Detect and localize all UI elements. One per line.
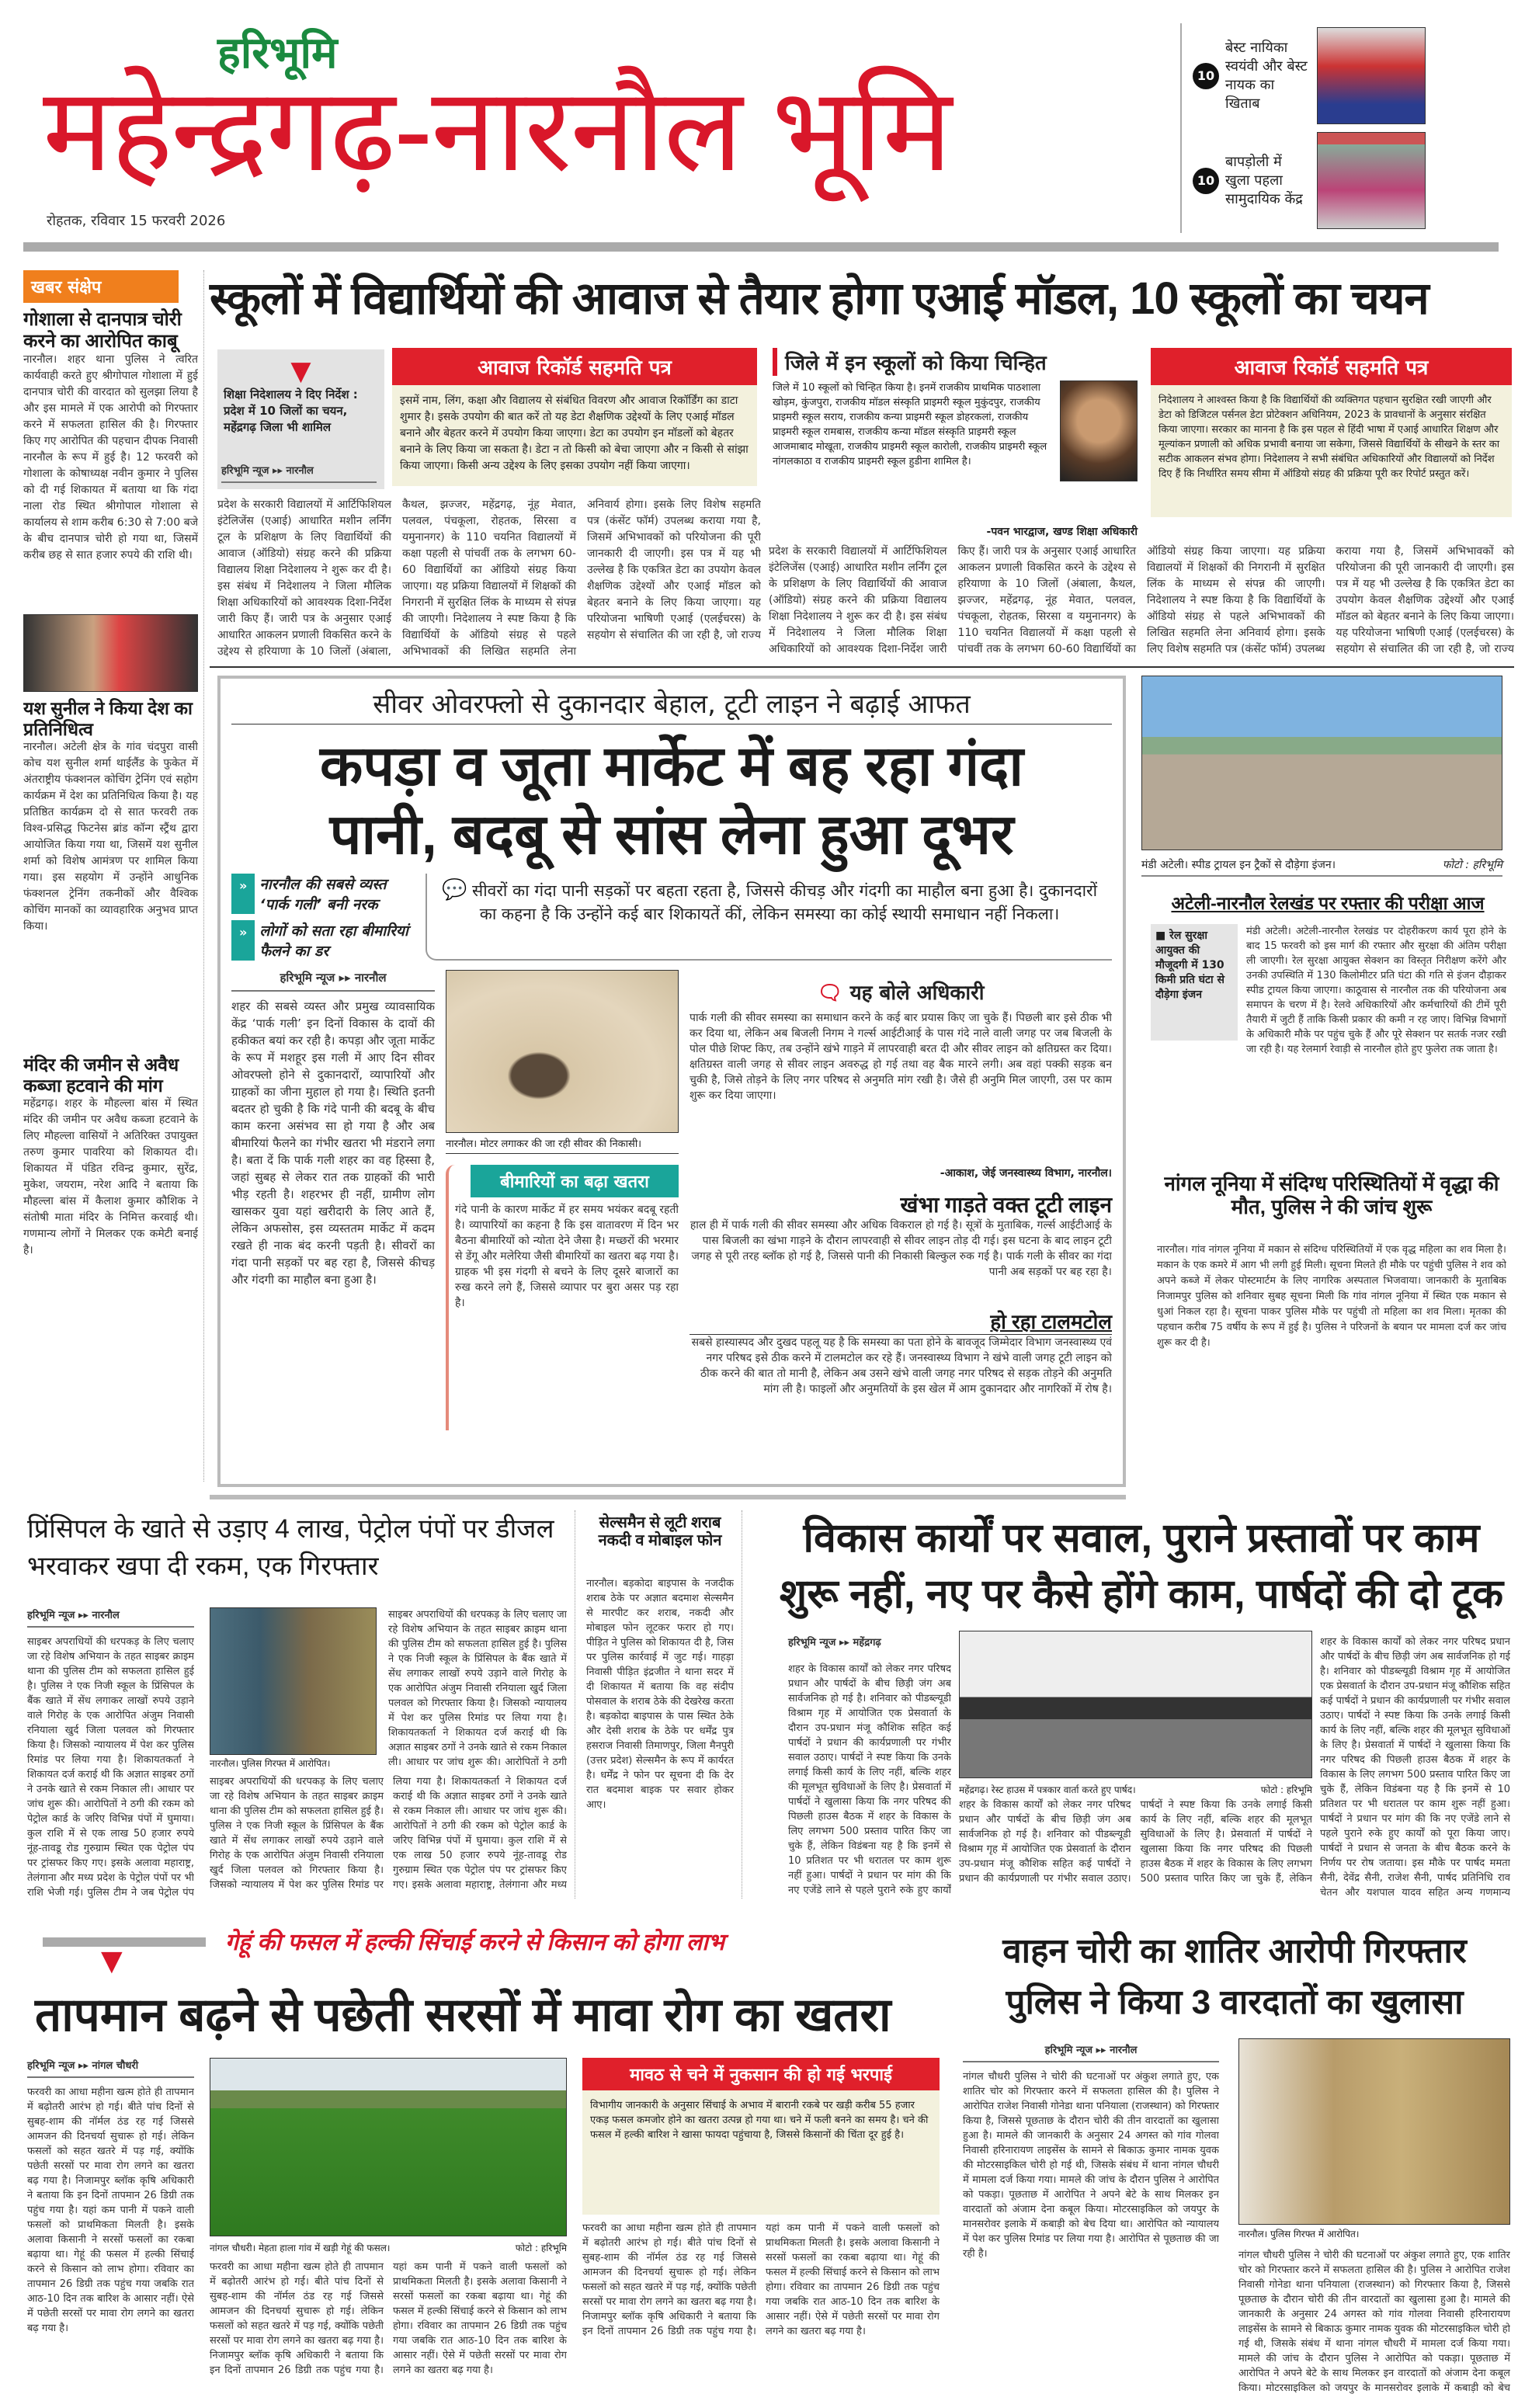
vahan-body: नांगल चौधरी पुलिस ने चोरी की घटनाओं पर अंकुश लगाते हुए, एक शातिर चोर को गिरफ्तार करने में सफलता हासिल की है। पुलिस ने आरोपित राजेश निवासी गोनेडा थाना पनियाला (राजस्थान) को गिरफ्तार किया है, जिससे पूछताछ के दौरान चोरी की तीन वारदातों का खुलासा हुआ है। मामले की जानकारी के अनुसार 24 अगस्त को गांव गोलवा निवासी हरिनारायण लाइसेंस के सामने से बिकाऊ कुमार नामक युवक की मोटरसाइकिल चोरी हो गई थी, जिसके संबंध में थाना नांगल चौधरी में मामला दर्ज किया गया। मामले की जांच के दौरान पुलिस ने आरोपित को पकड़ा। पूछताछ में आरोपित ने अपने बेटे के साथ मिलकर इन वारदातों को अंजाम देना कबूल किया। मोटरसाइकिल को जयपुर के मानसरोवर इलाके में कबाड़ी को बेच दिया था। आरोपित को न्यायालय में पेश कर पुलिस रिमांड पर लिया गया है। आरोपित से पूछताछ की जा रही है। xyxy=(963,2071,1219,2260)
page-badge: 10 xyxy=(1193,168,1219,194)
athletes-photo xyxy=(23,614,198,692)
tapman-body-right: फरवरी का आधा महीना खत्म होते ही तापमान में बढ़ोतरी आरंभ हो गई। बीते पांच दिनों से सुबह-शाम की नॉर्मल ठंड रह गई जिससे आमजन की दिनचर्या सुचारू हो गई। लेकिन फसलों को सहत खतरे में पड़ गई, क्योंकि पछेती सरसों पर मावा रोग लगने का खतरा बढ़ गया है। निजामपुर ब्लॉक कृषि अधिकारी ने बताया कि इन दिनों तापमान 26 डिग्री तक पहुंच गया है। यहां कम पानी में पकने वाली फसलों को प्राथमिकता मिलती है। इसके अलावा किसानी ने सरसों फसलों का रकबा बढ़ाया था। गेहूं की फसल में हल्की सिंचाई करने से किसान को लाभ होगा। रविवार का तापमान 26 डिग्री तक पहुंच गया जबकि रात आठ-10 दिन तक बारिश के आसार नहीं। ऐसे में पछेती सरसों पर मावा रोग लगने का खतरा बढ़ गया है। xyxy=(582,2222,940,2337)
sewer-kicker: सीवर ओवरफ्लो से दुकानदार बेहाल, टूटी लाइन ने बढ़ाई आफत xyxy=(231,685,1112,724)
accused-with-police-photo xyxy=(1238,2038,1510,2225)
rail-body: मंडी अटेली। अटेली-नारनौल रेलखंड पर दोहरीकरण कार्य पूरा होने के बाद 15 फरवरी को इस मार्ग की रफ्तार और सुरक्षा की अंतिम परीक्षा ली जाएगी। रेल सुरक्षा आयुक्त सेक्शन का विस्तृत निरीक्षण करेंगे और उनकी उपस्थिति में 130 किलोमीटर प्रति घंटा की गति से इंजन दौड़ाकर स्पीड ट्रायल किया जाएगा। काठूवास से नारनौल तक की परियोजना अब समापन के चरण में है। रेलवे अधिकारियों और कर्मचारियों की टीमें पूरी तैयारी में जुटी हैं ताकि किसी प्रकार की कमी न रह जाए। विभिन्न विभागों के अधिकारी मौके पर पहुंच चुके हैं और पूरे सेक्शन पर सतर्क नजर रखी जा रही है। यह रेलमार्ग रेवाड़ी से नारनौल होते हुए फुलेरा तक जाता है। xyxy=(1246,926,1506,1055)
sidebar-label: खबर संक्षेप xyxy=(23,270,179,303)
gram-box-title: मावठ से चने में नुकसान की हो गई भरपाई xyxy=(582,2058,940,2090)
lead-headline: स्कूलों में विद्यार्थियों की आवाज से तैयार होगा एआई मॉडल, 10 स्कूलों का चयन xyxy=(210,273,1429,324)
disease-box xyxy=(446,1165,679,1430)
nunia-body: नारनौल। गांव नांगल नूनिया में मकान से संदिग्ध परिस्थितियों में एक वृद्ध महिला का शव मिला है। मकान के एक कमरे में आग भी लगी हुई मिली। सूचना मिलते ही मौके पर पहुंची पुलिस ने शव को अपने कब्जे में लेकर पोस्टमार्टम के लिए नागरिक अस्पताल भिजवाया। जानकारी के मुताबिक निजामपुर पुलिस को शनिवार सुबह सूचना मिली कि गांव नांगल नूनिया में स्थित एक मकान से धुआं निकल रहा है। सूचना पाकर पुलिस मौके पर पहुंची तो महिला का शव मिला। मृतका की पहचान करीब 75 वर्षीय के रूप में हुई है। पुलिस ने परिजनों के बयान पर मामला दर्ज कर जांच शुरू कर दी है। xyxy=(1157,1244,1506,1349)
delay-text: सबसे हास्यास्पद और दुखद पहलू यह है कि समस्या का पता होने के बावजूद जिम्मेदार विभाग जनस्वास्थ्य एवं नगर परिषद इसे ठीक करने में टालमटोल कर रहे हैं। जनस्वास्थ्य विभाग ने खंभे वाली जगह टूटी लाइन को ठीक करने की बात तो मानी है, लेकिन अब उसने खंभे वाली जगह नगर परिषद से सड़क तोड़ने की अनुमति मांग ली है। फाइलों और अनुमतियों के इस खेल में आम दुकानदार और नागरिकों में रोष है। xyxy=(691,1336,1112,1396)
vahan-body-cont: नांगल चौधरी पुलिस ने चोरी की घटनाओं पर अंकुश लगाते हुए, एक शातिर चोर को गिरफ्तार करने में सफलता हासिल की है। पुलिस ने आरोपित राजेश निवासी गोनेडा थाना पनियाला (राजस्थान) को गिरफ्तार किया है, जिससे पूछताछ के दौरान चोरी की तीन वारदातों का खुलासा हुआ है। मामले की जानकारी के अनुसार 24 अगस्त को गांव गोलवा निवासी हरिनारायण लाइसेंस के सामने से बिकाऊ कुमार नामक युवक की मोटरसाइकिल चोरी हो गई थी, जिसके संबंध में थाना नांगल चौधरी में मामला दर्ज किया गया। मामले की जांच के दौरान पुलिस ने आरोपित को पकड़ा। पूछताछ में आरोपित ने अपने बेटे के साथ मिलकर इन वारदातों को अंजाम देना कबूल किया। मोटरसाइकिल को जयपुर के मानसरोवर इलाके में कबाड़ी को बेच xyxy=(1238,2250,1510,2394)
info-box-consent xyxy=(392,348,757,486)
caption-text: मंडी अटेली। स्पीड ट्रायल इन ट्रैकों से दौड़ेगा इंजन। xyxy=(1141,859,1336,871)
rail-highlight: ■ रेल सुरक्षा आयुक्त की मौजूदगी में 130 किमी प्रति घंटा से दौड़ेगा इंजन xyxy=(1151,924,1238,1041)
brief-headline: यश सुनील ने किया देश का प्रतिनिधित्व xyxy=(23,698,193,739)
salesman-body: नारनौल। बड़कोदा बाइपास के नजदीक शराब ठेके पर अज्ञात बदमाश सेल्समैन से मारपीट कर शराब, नकदी और मोबाइल फोन लूटकर फरार हो गए। पीड़ित ने पुलिस को शिकायत दी है, जिस पर पुलिस कार्रवाई में जुट गई। गाहड़ा निवासी पीड़ित इंद्रजीत ने थाना सदर में दी शिकायत में बताया कि वह संदीप पोसवाल के शराब ठेके की देखरेख करता है। बड़कोदा बाइपास के पास स्थित ठेके और देसी शराब के ठेके पर धर्मेंद्र पुत्र हसराज निवासी तिमाणपुर, जिला मैनपुरी (उत्तर प्रदेश) सेल्समैन के रूप में कार्यरत है। धर्मेंद्र ने फोन पर सूचना दी कि देर रात बदमाश बाइक पर सवार होकर आए। xyxy=(586,1578,734,1811)
quote-attribution: -पवन भारद्वाज, खण्ड शिक्षा अधिकारी xyxy=(986,526,1138,538)
sewer-manhole-photo xyxy=(446,970,679,1133)
info-box-schools xyxy=(773,348,1138,539)
disease-text: गंदे पानी के कारण मार्केट में हर समय भयंकर बदबू रहती है। व्यापारियों का कहना है कि इस वातावरण में दिन भर बैठना बीमारियों को न्योता देने जैसा है। मच्छरों की भरमार से डेंगू और मलेरिया जैसी बीमारियों का खतरा बढ़ गया है। ग्राहक भी इस गंदगी से बचने के लिए दूसरे बाजारों का रुख करने लगे हैं, जिससे व्यापार पर बुरा असर पड़ रहा है। xyxy=(455,1204,679,1309)
wheat-field-photo xyxy=(210,2058,567,2236)
principal-body: साइबर अपराधियों की धरपकड़ के लिए चलाए जा रहे विशेष अभियान के तहत साइबर क्राइम थाना की पुलिस टीम को सफलता हासिल हुई है। पुलिस ने एक निजी स्कूल के प्रिंसिपल के बैंक खाते में सेंध लगाकर लाखों रुपये उड़ाने वाले गिरोह के एक आरोपित अंजुम निवासी रनियाला खुर्द जिला पलवल को गिरफ्तार किया है। जिसको न्यायालय में पेश कर पुलिस रिमांड पर लिया गया है। शिकायतकर्ता ने शिकायत दर्ज कराई थी कि अज्ञात साइबर ठगों ने उनके खाते से रकम निकाल ली। आधार पर जांच शुरू की। आरोपितों ने ठगी की रकम को पेट्रोल कार्ड के जरिए विभिन्न पंपों में घुमाया। कुल राशि में से एक लाख 50 हजार रुपये नूंह-तावडू रोड गुरुग्राम स्थित एक पेट्रोल पंप पर ट्रांसफर किए गए। इसके अलावा महाराष्ट्र, तेलंगाना और मध्य प्रदेश के पेट्रोल पंपों पर भी राशि भेजी गई। पुलिस टीम ने जब पेट्रोल पंप xyxy=(27,1636,194,1899)
tapman-kicker: गेहूं की फसल में हल्की सिंचाई करने से किसान को होगा लाभ xyxy=(225,1930,724,1955)
teaser[interactable] xyxy=(1182,23,1514,128)
principal-body-col: साइबर अपराधियों की धरपकड़ के लिए चलाए जा रहे विशेष अभियान के तहत साइबर क्राइम थाना की पुलिस टीम को सफलता हासिल हुई है। पुलिस ने एक निजी स्कूल के प्रिंसिपल के बैंक खाते में सेंध लगाकर लाखों रुपये उड़ाने वाले गिरोह के एक आरोपित अंजुम निवासी रनियाला खुर्द जिला पलवल को गिरफ्तार किया है। जिसको न्यायालय में पेश कर पुलिस रिमांड पर लिया गया है। शिकायतकर्ता ने शिकायत दर्ज कराई थी कि अज्ञात साइबर ठगों ने उनके खाते से रकम निकाल ली। आधार पर जांच शुरू की। आरोपितों ने ठगी xyxy=(388,1609,567,1768)
brand-logo: हरिभूमि xyxy=(217,28,338,77)
info-box-text: इसमें नाम, लिंग, कक्षा और विद्यालय से संबंधित विवरण और आवाज रिकॉर्डिंग का डाटा शुमार है। इसके उपयोग की बात करें तो यह डेटा शैक्षणिक उद्देश्यों के लिए एआई मॉडल बनाने और बेहतर करने में उपयोग किया जाएगा। डेटा का उपयोग इन मॉडलों को बेहतर बनाने के लिए किया जा सकता है। डेटा न तो किसी को बेचा जाएगा और न किसी से सांझा किया जाएगा। किसी अन्य उद्देश्य के लिए इसका उपयोग नहीं किया जाएगा। xyxy=(392,385,757,486)
masthead-divider xyxy=(23,242,1499,252)
chevron-icon: » xyxy=(231,874,255,914)
pullquote xyxy=(426,874,1112,961)
bullet-point xyxy=(231,920,410,961)
lead-body: प्रदेश के सरकारी विद्यालयों में आर्टिफिशियल इंटेलिजेंस (एआई) आधारित मशीन लर्निंग टूल के प्रशिक्षण के लिए विद्यार्थियों की आवाज (ऑडियो) संग्रह करने की प्रक्रिया विद्यालय शिक्षा निदेशालय ने शुरू कर दी है। इस संबंध में निदेशालय ने जिला मौलिक शिक्षा अधिकारियों को आवश्यक दिशा-निर्देश जारी किए हैं। जारी पत्र के अनुसार एआई आधारित आकलन प्रणाली विकसित करने के उद्देश्य से हरियाणा के 10 जिलों (अंबाला, कैथल, झज्जर, महेंद्रगढ़, नूंह मेवात, पलवल, पंचकूला, रोहतक, सिरसा व यमुनानगर) के 110 चयनित विद्यालयों में कक्षा पहली से पांचवीं तक के लगभग 60-60 विद्यार्थियों का ऑडियो संग्रह किया जाएगा। यह प्रक्रिया विद्यालयों में शिक्षकों की निगरानी में सुरक्षित लिंक के माध्यम से संपन्न की जाएगी। निदेशालय ने स्पष्ट किया है कि विद्यार्थियों के ऑडियो संग्रह से पहले अभिभावकों की लिखित सहमति लेना अनिवार्य होगा। इसके लिए विशेष सहमति पत्र (कंसेंट फॉर्म) उपलब्ध कराया गया है, जिसमें अभिभावकों को परियोजना की पूरी जानकारी दी जाएगी। इस पत्र में यह भी उल्लेख है कि एकत्रित डेटा का उपयोग केवल शैक्षणिक उद्देश्यों और एआई मॉडल को बेहतर बनाने के लिए किया जाएगा। यह परियोजना भाषिणी एआई (एलईचरस) के सहयोग से संचालित की जा रही है, जो राज्य xyxy=(217,499,761,658)
vikas-body-right: शहर के विकास कार्यों को लेकर नगर परिषद प्रधान और पार्षदों के बीच छिड़ी जंग अब सार्वजनिक हो गई है। शनिवार को पीडब्ल्यूडी विश्राम गृह में आयोजित एक प्रेसवार्ता के दौरान उप-प्रधान मंजू कौशिक सहित कई पार्षदों ने प्रधान की कार्यप्रणाली पर गंभीर सवाल उठाए। पार्षदों ने स्पष्ट किया कि उनके लगाई किसी कार्य के लिए नहीं, बल्कि शहर की मूलभूत सुविधाओं के लिए है। प्रेसवार्ता में पार्षदों ने खुलासा किया कि नगर परिषद की पिछली हाउस बैठक में शहर के विकास के लिए लगभग 500 प्रस्ताव पारित किए जा चुके हैं, लेकिन विडंबना यह है कि इनमें से 10 प्रतिशत पर भी धरातल पर काम शुरू नहीं हुआ। पार्षदों ने प्रधान पर मांग की कि नए एजेंडे लाने से पहले पुराने रुके हुए कार्यों को पूरा किया जाए। पार्षदों ने प्रधान से जनता के बीच बैठक करने के निर्णय पर रोष जताया। इस मौके पर पार्षद ममता सैनी, देवेंद्र सैनी, राजेश सैनी, पार्षद प्रतिनिधि राव चेतन और यशपाल यादव सहित अन्य गणमान्य xyxy=(1320,1636,1510,1899)
delay-title: हो रहा टालमटोल xyxy=(690,1311,1112,1335)
vikas-headline: विकास कार्यों पर सवाल, पुराने प्रस्तावों पर काम शुरू नहीं, नए पर कैसे होंगे काम, पार्षदों की दो टूक xyxy=(779,1516,1504,1617)
tapman-body: फरवरी का आधा महीना खत्म होते ही तापमान में बढ़ोतरी आरंभ हो गई। बीते पांच दिनों से सुबह-शाम की नॉर्मल ठंड रह गई जिससे आमजन की दिनचर्या सुचारू हो गई। लेकिन फसलों को सहत खतरे में पड़ गई, क्योंकि पछेती सरसों पर मावा रोग लगने का खतरा बढ़ गया है। निजामपुर ब्लॉक कृषि अधिकारी ने बताया कि इन दिनों तापमान 26 डिग्री तक पहुंच गया है। यहां कम पानी में पकने वाली फसलों को प्राथमिकता मिलती है। इसके अलावा किसानी ने सरसों फसलों का रकबा बढ़ाया था। गेहूं की फसल में हल्की सिंचाई करने से किसान को लाभ होगा। रविवार का तापमान 26 डिग्री तक पहुंच गया जबकि रात आठ-10 दिन तक बारिश के आसार नहीं। ऐसे में पछेती सरसों पर मावा रोग लगने का खतरा बढ़ गया है। xyxy=(27,2087,194,2334)
vahan-headline: वाहन चोरी का शातिर आरोपी गिरफ्तार पुलिस ने किया 3 वारदातों का खुलासा xyxy=(1002,1932,1467,2021)
photo-credit: फोटो : हरिभूमि xyxy=(1442,859,1502,871)
byline: हरिभूमि न्यूज ▸▸ नारनौल xyxy=(221,463,377,483)
gram-box xyxy=(582,2058,940,2215)
sewer-body: शहर की सबसे व्यस्त और प्रमुख व्यावसायिक केंद्र ‘पार्क गली’ इन दिनों विकास के दावों की हकीकत बयां कर रही है। कपड़ा और जूता मार्केट के रूप में मशहूर इस गली में आए दिन सीवर ओवरफ्लो होने से दुकानदारों, व्यापारियों और ग्राहकों का जीना मुहाल हो गया है। स्थिति इतनी बदतर हो चुकी है कि गंदे पानी की बदबू के बीच काम करना असंभव सा हो गया है और अब बीमारियां फैलने का गंभीर खतरा भी मंडराने लगा है। बता दें कि पार्क गली शहर का वह हिस्सा है, जहां सुबह से लेकर रात तक ग्राहकों की भारी भीड़ रहती है। शहरभर ही नहीं, ग्रामीण लोग खासकर युवा यहां खरीदारी के लिए आते हैं, लेकिन अफसोस, इस व्यस्ततम मार्केट में कदम रखते ही नाक बंद करनी पड़ती है। सीवरों का गंदा पानी सड़कों पर बह रहा है, जिससे कीचड़ और गंदगी का माहौल बना हुआ है। xyxy=(231,999,435,1287)
officials-title: 🗨 यह बोले अधिकारी xyxy=(817,982,985,1005)
brief-body: महेंद्रगढ़। शहर के मौहल्ला बांस में स्थित मंदिर की जमीन पर अवैध कब्जा हटवाने के लिए मौहल्ला वासियों ने अतिरिक्त उपायुक्त तरुण कुमार पावरिया को शिकायत दी। शिकायत में पंडित रविन्द्र कुमार, सुरेंद्र, मुकेश, जयराम, नरेश आदि ने बताया कि मौहल्ला बांस में कैलाश कुमार कौशिक ने संतोषी माता मंदिर के निमित्त करवाई थी। गणमान्य लोगों ने मिलकर एक कमेटी बनाई है। xyxy=(23,1096,198,1256)
teaser-photo-school xyxy=(1317,132,1426,229)
pole-text: हाल ही में पार्क गली की सीवर समस्या और अधिक विकराल हो गई है। सूत्रों के मुताबिक, गर्ल्स आईटीआई के पास बिजली का खंभा गाड़ने के दौरान लापरवाही से सीवर लाइन तोड़ दी गई। इस घटना के बाद लाइन टूटी जगह से पूरी तरह ब्लॉक हो गई है, जिससे पानी की निकासी बिल्कुल रुक गई है। पार्क गली के सीवर का गंदा पानी अब सड़कों पर बह रहा है। xyxy=(690,1219,1112,1279)
teasers xyxy=(1180,23,1514,233)
point-text: नारनौल की सबसे व्यस्त ‘पार्क गली’ बनी नरक xyxy=(259,876,387,913)
gram-box-text: विभागीय जानकारी के अनुसार सिंचाई के अभाव में बारानी रकबे पर खड़ी करीब 55 हजार एकड़ फसल कमजोर होने का खतरा उत्पन्न हो गया था। चने में फली बनने का समय है। चने की फसल में हल्की बारिश ने खासा फायदा पहुंचाया है, जिससे किसानों की चिंता दूर हुई है। xyxy=(582,2090,940,2215)
photo-caption: नारनौल। पुलिस गिरफ्त में आरोपित। xyxy=(210,1758,331,1769)
info-box-title: आवाज रिकॉर्ड सहमति पत्र xyxy=(1151,348,1512,385)
caption-text: नांगल चौधरी। मेहता हाला गांव में खड़ी गेहूं की फसल। xyxy=(210,2243,391,2253)
lead-highlight: शिक्षा निदेशालय ने दिए निर्देश : प्रदेश में 10 जिलों का चयन, महेंद्रगढ़ जिला भी शामिल xyxy=(224,387,358,434)
brief-body: नारनौल। शहर थाना पुलिस ने त्वरित कार्यवाही करते हुए श्रीगोपाल गोशाला में हुई दानपात्र चोरी की वारदात को सुलझा लिया है और इस मामले में एक आरोपी को गिरफ्तार करने में सफलता हासिल की है। गिरफ्तार किए गए आरोपित की पहचान दीपक निवासी नारनौल के रूप में हुई है। 12 फरवरी को गोशाला के कोषाध्यक्ष नवीन कुमार ने पुलिस को दी गई शिकायत में बताया था कि गंदा नाला रोड स्थित श्रीगोपाल गोशाला से कार्यालय से शाम करीब 6:30 से 7:00 बजे के बीच दानपात्र चोरी हो गया था, जिसमें करीब छह से सात हजार रुपये की राशि थी। xyxy=(23,353,198,562)
row-divider xyxy=(210,1495,1126,1499)
vikas-body: शहर के विकास कार्यों को लेकर नगर परिषद प्रधान और पार्षदों के बीच छिड़ी जंग अब सार्वजनिक हो गई है। शनिवार को पीडब्ल्यूडी विश्राम गृह में आयोजित एक प्रेसवार्ता के दौरान उप-प्रधान मंजू कौशिक सहित कई पार्षदों ने प्रधान की कार्यप्रणाली पर गंभीर सवाल उठाए। पार्षदों ने स्पष्ट किया कि उनके लगाई किसी कार्य के लिए नहीं, बल्कि शहर की मूलभूत सुविधाओं के लिए है। प्रेसवार्ता में पार्षदों ने खुलासा किया कि नगर परिषद की पिछली हाउस बैठक में शहर के विकास के लिए लगभग 500 प्रस्ताव पारित किए जा चुके हैं, लेकिन विडंबना यह है कि इनमें से 10 प्रतिशत पर भी धरातल पर काम शुरू नहीं हुआ। पार्षदों ने प्रधान पर मांग की कि नए एजेंडे लाने से पहले पुराने रुके हुए कार्यों xyxy=(788,1663,951,1896)
tapman-body-cont: फरवरी का आधा महीना खत्म होते ही तापमान में बढ़ोतरी आरंभ हो गई। बीते पांच दिनों से सुबह-शाम की नॉर्मल ठंड रह गई जिससे आमजन की दिनचर्या सुचारू हो गई। लेकिन फसलों को सहत खतरे में पड़ गई, क्योंकि पछेती सरसों पर मावा रोग लगने का खतरा बढ़ गया है। निजामपुर ब्लॉक कृषि अधिकारी ने बताया कि इन दिनों तापमान 26 डिग्री तक पहुंच गया है। यहां कम पानी में पकने वाली फसलों को प्राथमिकता मिलती है। इसके अलावा किसानी ने सरसों फसलों का रकबा बढ़ाया था। गेहूं की फसल में हल्की सिंचाई करने से किसान को लाभ होगा। रविवार का तापमान 26 डिग्री तक पहुंच गया जबकि रात आठ-10 दिन तक बारिश के आसार नहीं। ऐसे में पछेती सरसों पर मावा रोग लगने का खतरा बढ़ गया है। xyxy=(210,2261,567,2376)
info-box-title: जिले में इन स्कूलों को किया चिन्हित xyxy=(773,348,1138,376)
speech-bubble-icon: 🗨 xyxy=(817,982,850,1005)
officials-text: पार्क गली की सीवर समस्या का समाधान करने के कई बार प्रयास किए जा चुके हैं। पिछली बार इसे ठीक भी कर दिया था, लेकिन अब बिजली निगम ने गर्ल्स आईटीआई के पास गंदे नाले वाली जगह पर जब बिजली के पोल पीछे शिफ्ट किए, तब उन्होंने खंभे गाड़ने में लापरवाही बरत दी और सीवर लाइन को क्षतिग्रस्त कर दिया। क्षतिग्रस्त वाली जगह से सीवर लाइन अवरुद्ध हो गई तथा वह बैक मारने लगी। अब वहां पक्की सड़क बन चुकी है, जिसे तोड़ने के लिए नगर परिषद से अनुमति मांग रखी है। जैसे ही अनुमि मिल जाएगी, उस पर काम शुरू कर दिया जाएगा। xyxy=(690,1012,1112,1102)
bullet-point xyxy=(231,874,410,914)
info-box-protection xyxy=(1151,348,1512,517)
teaser-text: बापड़ोली में खुला पहला सामुदायिक केंद्र xyxy=(1225,153,1303,207)
column-rule xyxy=(203,270,204,1482)
chevron-icon: ▼ xyxy=(290,356,311,387)
dateline: रोहतक, रविवार 15 फरवरी 2026 xyxy=(47,213,226,229)
byline: हरिभूमि न्यूज ▸▸ नारनौल xyxy=(231,970,435,992)
teaser-text: बेस्ट नायिका स्वयंवी और बेस्ट नायक का खिताब xyxy=(1225,39,1308,112)
brief-headline: गोशाला से दानपात्र चोरी करने का आरोपित काबू xyxy=(23,309,182,352)
teaser[interactable] xyxy=(1182,128,1514,233)
speech-bubble-icon: 💬 xyxy=(441,878,467,902)
principal-headline: प्रिंसिपल के खाते से उड़ाए 4 लाख, पेट्रोल पंपों पर डीजल भरवाकर खपा दी रकम, एक गिरफ्तार xyxy=(27,1514,554,1581)
photo-caption: नारनौल। मोटर लगाकर की जा रही सीवर की निकासी। xyxy=(446,1133,679,1154)
chevron-icon: » xyxy=(231,920,255,961)
brief-headline: मंदिर की जमीन से अवैध कब्जा हटवाने की मांग xyxy=(23,1055,179,1096)
officials-quote: -आकाश, जेई जनस्वास्थ्य विभाग, नारनौल। xyxy=(940,1167,1112,1180)
rail-headline: अटेली-नारनौल रेलखंड पर रफ्तार की परीक्षा आज xyxy=(1171,893,1485,913)
info-box-text: जिले में 10 स्कूलों को चिन्हित किया है। इनमें राजकीय प्राथमिक पाठशाला खोड़म, कुंजपुरा, राजकीय मॉडल संस्कृति प्राइमरी स्कूल मुकुंदपुर, राजकीय प्राइमरी स्कूल सराय, राजकीय कन्या प्राइमरी स्कूल डोहरकलां, राजकीय प्राइमरी स्कूल रामबास, राजकीय कन्या मॉडल संस्कृति प्राइमरी स्कूल आजमाबाद मोखूता, राजकीय प्राइमरी स्कूल कारोली, राजकीय प्राइमरी स्कूल नांगलकाठा व राजकीय प्राइमरी स्कूल हुडीना शामिल है। xyxy=(773,382,1047,467)
pole-title: खंभा गाड़ते वक्त टूटी लाइन xyxy=(900,1193,1112,1217)
chevron-icon: ▼ xyxy=(101,1945,123,1977)
info-box-title: आवाज रिकॉर्ड सहमति पत्र xyxy=(392,348,757,385)
officer-portrait xyxy=(1060,380,1138,481)
photo-credit: फोटो : हरिभूमि xyxy=(1260,1784,1312,1795)
salesman-headline: सेल्समैन से लूटी शराब नकदी व मोबाइल फोन xyxy=(598,1514,722,1549)
sewer-story xyxy=(217,676,1126,1487)
photo-credit: फोटो : हरिभूमि xyxy=(515,2243,567,2253)
info-box-text: निदेशालय ने आश्वस्त किया है कि विद्यार्थियों की व्यक्तिगत पहचान सुरक्षित रखी जाएगी और डेटा को डिजिटल पर्सनल डेटा प्रोटेक्शन अधिनियम, 2023 के प्रावधानों के अनुसार संरक्षित किया जाएगा। सरकार का मानना है कि इस पहल से हिंदी भाषा में एआई आधारित शिक्षण और मूल्यांकन प्रणाली को अधिक प्रभावी बनाया जा सकेगा, जिससे विद्यार्थियों के सीखने के स्तर का सटीक आकलन संभव होगा। निदेशालय ने सभी संबंधित अधिकारियों और विद्यालयों को निर्देश दिए हैं कि निर्धारित समय सीमा में ऑडियो संग्रह की प्रक्रिया पूरी कर रिपोर्ट प्रस्तुत करें। xyxy=(1151,385,1512,517)
nunia-headline: नांगल नूनिया में संदिग्ध परिस्थितियों में वृद्धा की मौत, पुलिस ने की जांच शुरू xyxy=(1164,1172,1499,1218)
photo-caption xyxy=(1141,854,1502,877)
photo-caption xyxy=(959,1780,1312,1799)
councillors-press-photo xyxy=(959,1631,1312,1778)
page-badge: 10 xyxy=(1193,63,1219,89)
caption-text: महेंद्रगढ़। रेस्ट हाउस में पत्रकार वार्ता करते हुए पार्षद। xyxy=(959,1784,1136,1795)
section-marker xyxy=(43,1937,206,1947)
byline: हरिभूमि न्यूज ▸▸ नारनौल xyxy=(963,2042,1219,2062)
section-divider xyxy=(210,666,1514,668)
byline: हरिभूमि न्यूज ▸▸ नारनौल xyxy=(27,1607,194,1628)
point-text: लोगों को सता रहा बीमारियां फैलने का डर xyxy=(259,923,408,960)
page-title: महेन्द्रगढ़-नारनौल भूमि xyxy=(43,64,951,195)
vikas-body-cont: शहर के विकास कार्यों को लेकर नगर परिषद प्रधान और पार्षदों के बीच छिड़ी जंग अब सार्वजनिक हो गई है। शनिवार को पीडब्ल्यूडी विश्राम गृह में आयोजित एक प्रेसवार्ता के दौरान उप-प्रधान मंजू कौशिक सहित कई पार्षदों ने प्रधान की कार्यप्रणाली पर गंभीर सवाल उठाए। पार्षदों ने स्पष्ट किया कि उनके लगाई किसी कार्य के लिए नहीं, बल्कि शहर की मूलभूत सुविधाओं के लिए है। प्रेसवार्ता में पार्षदों ने खुलासा किया कि नगर परिषद की पिछली हाउस बैठक में शहर के विकास के लिए लगभग 500 प्रस्ताव पारित किए जा चुके हैं, लेकिन xyxy=(959,1799,1312,1885)
pullquote-text: सीवरों का गंदा पानी सड़कों पर बहता रहता है, जिससे कीचड़ और गंदगी का माहौल बना हुआ है। दुकानदारों का कहना है कि उन्होंने कई बार शिकायतें कीं, लेकिन समस्या का कोई स्थायी समाधान नहीं निकला। xyxy=(472,881,1098,923)
disease-title: बीमारियों का बढ़ा खतरा xyxy=(471,1165,679,1197)
principal-body-cont: साइबर अपराधियों की धरपकड़ के लिए चलाए जा रहे विशेष अभियान के तहत साइबर क्राइम थाना की पुलिस टीम को सफलता हासिल हुई है। पुलिस ने एक निजी स्कूल के प्रिंसिपल के बैंक खाते में सेंध लगाकर लाखों रुपये उड़ाने वाले गिरोह के एक आरोपित अंजुम निवासी रनियाला खुर्द जिला पलवल को गिरफ्तार किया है। जिसको न्यायालय में पेश कर पुलिस रिमांड पर लिया गया है। शिकायतकर्ता ने शिकायत दर्ज कराई थी कि अज्ञात साइबर ठगों ने उनके खाते से रकम निकाल ली। आधार पर जांच शुरू की। आरोपितों ने ठगी की रकम को पेट्रोल कार्ड के जरिए विभिन्न पंपों में घुमाया। कुल राशि में से एक लाख 50 हजार रुपये नूंह-तावडू रोड गुरुग्राम स्थित एक पेट्रोल पंप पर ट्रांसफर किए गए। इसके अलावा महाराष्ट्र, तेलंगाना और मध्य xyxy=(210,1776,567,1891)
brief-body: नारनौल। अटेली क्षेत्र के गांव चंदपुरा वासी कोच यश सुनील शर्मा थाईलैंड के फुकेत में अंतराष्ट्रीय फंक्शनल कोचिंग ट्रेनिंग एवं सहोग कार्यक्रम में देश का प्रतिनिधित्व किया है। यह प्रतिष्ठित कार्यक्रम दो से सात फरवरी तक विश्व-प्रसिद्ध फिटनेस ब्रांड कॉन्ग स्ट्रैंथ द्वारा आयोजित किया गया था, जिसमें यश सुनील शर्मा को विशेष आमंत्रण पर शामिल किया गया। इस सहयोग में उन्होंने आधुनिक फंक्शनल ट्रेनिंग तकनीकों और वैश्विक कोचिंग मानकों का व्यावहारिक अनुभव प्राप्त किया। xyxy=(23,741,198,933)
lead-body-cont: प्रदेश के सरकारी विद्यालयों में आर्टिफिशियल इंटेलिजेंस (एआई) आधारित मशीन लर्निंग टूल के प्रशिक्षण के लिए विद्यार्थियों की आवाज (ऑडियो) संग्रह करने की प्रक्रिया विद्यालय शिक्षा निदेशालय ने शुरू कर दी है। इस संबंध में निदेशालय ने जिला मौलिक शिक्षा अधिकारियों को आवश्यक दिशा-निर्देश जारी किए हैं। जारी पत्र के अनुसार एआई आधारित आकलन प्रणाली विकसित करने के उद्देश्य से हरियाणा के 10 जिलों (अंबाला, कैथल, झज्जर, महेंद्रगढ़, नूंह मेवात, पलवल, पंचकूला, रोहतक, सिरसा व यमुनानगर) के 110 चयनित विद्यालयों में कक्षा पहली से पांचवीं तक के लगभग 60-60 विद्यार्थियों का ऑडियो संग्रह किया जाएगा। यह प्रक्रिया विद्यालयों में शिक्षकों की निगरानी में सुरक्षित लिंक के माध्यम से संपन्न की जाएगी। निदेशालय ने स्पष्ट किया है कि विद्यार्थियों के ऑडियो संग्रह से पहले अभिभावकों की लिखित सहमति लेना अनिवार्य होगा। इसके लिए विशेष सहमति पत्र (कंसेंट फॉर्म) उपलब्ध कराया गया है, जिसमें अभिभावकों को परियोजना की पूरी जानकारी दी जाएगी। इस पत्र में यह भी उल्लेख है कि एकत्रित डेटा का उपयोग केवल शैक्षणिक उद्देश्यों और एआई मॉडल को बेहतर बनाने के लिए किया जाएगा। यह परियोजना भाषिणी एआई (एलईचरस) के सहयोग से संचालित की जा रही है, जो राज्य xyxy=(769,545,1514,655)
teaser-photo-dancer xyxy=(1317,27,1426,124)
byline: हरिभूमि न्यूज ▸▸ महेंद्रगढ़ xyxy=(788,1637,881,1649)
photo-caption: नारनौल। पुलिस गिरफ्त में आरोपित। xyxy=(1238,2229,1360,2239)
news-brief-sidebar xyxy=(23,270,198,1482)
byline: हरिभूमि न्यूज ▸▸ नांगल चौधरी xyxy=(27,2058,194,2078)
photo-caption xyxy=(210,2238,567,2257)
arrest-photo xyxy=(210,1607,377,1755)
sewer-headline: कपड़ा व जूता मार्केट में बह रहा गंदा पानी, बदबू से सांस लेना हुआ दूभर xyxy=(320,735,1023,866)
railway-track-photo xyxy=(1141,676,1502,850)
tapman-headline: तापमान बढ़ने से पछेती सरसों में मावा रोग का खतरा xyxy=(35,1989,891,2041)
